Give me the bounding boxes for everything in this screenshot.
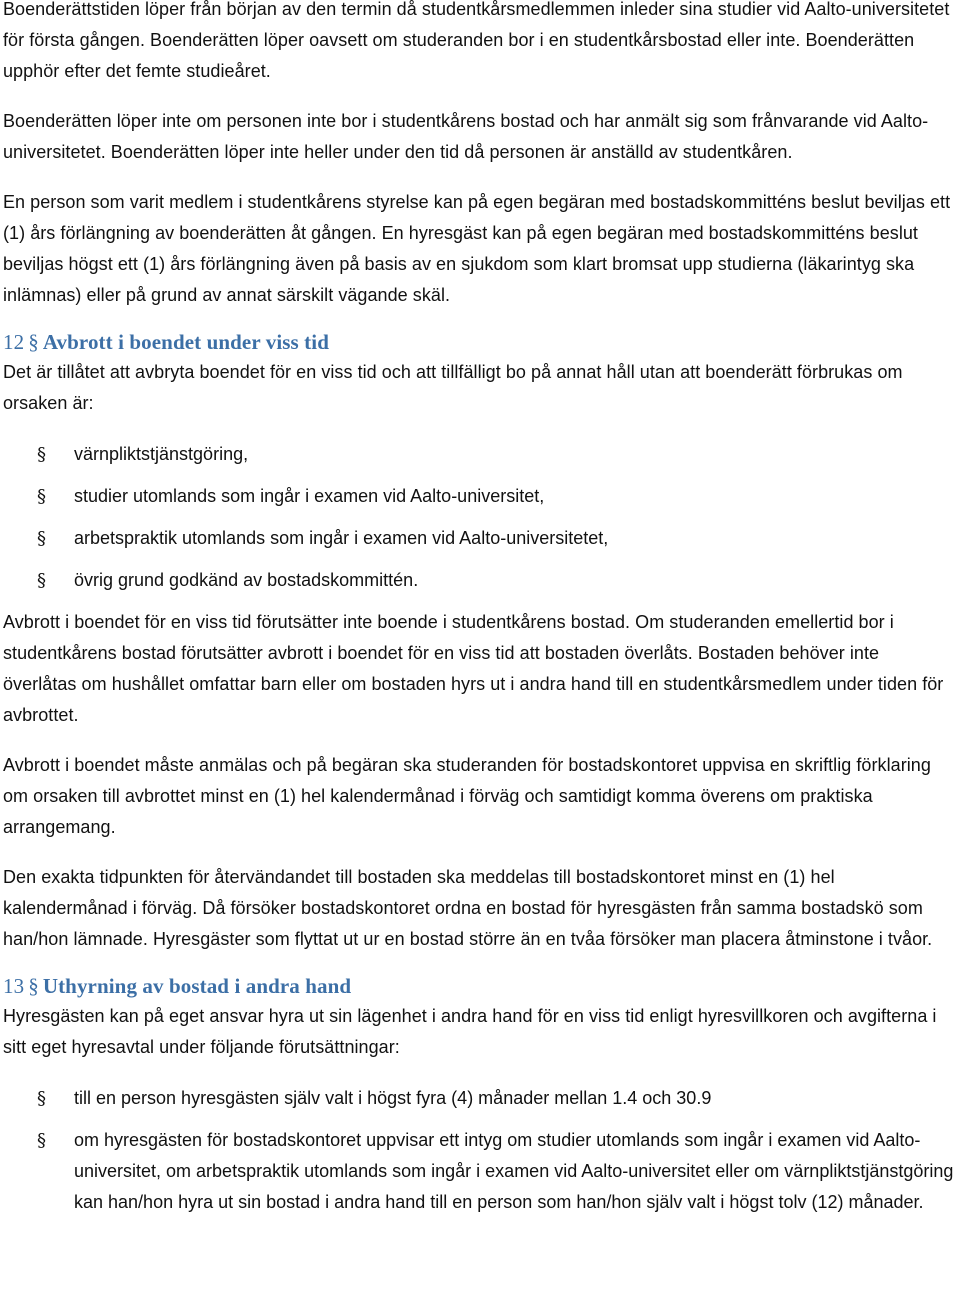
section-bullet-icon: § xyxy=(37,1130,46,1151)
list-item xyxy=(3,523,955,554)
section-12-title: Avbrott i boendet under viss tid xyxy=(42,330,329,354)
section-12-lead: Det är tillåtet att avbryta boendet för en viss tid och att tillfälligt bo på annat håll utan att boenderätt förbrukas om orsaken är: xyxy=(3,362,903,413)
section-bullet-icon: § xyxy=(37,486,46,507)
section-13-heading xyxy=(3,971,955,1001)
intro-paragraph-2: Boenderätten löper inte om personen inte bor i studentkårens bostad och har anmält sig som frånvarande vid Aalto-universitetet. Boenderätten löper inte heller under den tid då personen är anställd av studentkåren. xyxy=(3,111,929,162)
list-item xyxy=(3,481,955,512)
section-12-heading xyxy=(3,327,955,357)
list-item xyxy=(3,565,955,596)
list-item xyxy=(3,1083,955,1114)
section-12-paragraph-3: Den exakta tidpunkten för återvändandet till bostaden ska meddelas till bostadskontoret minst en (1) hel kalendermånad i förväg. Då försöker bostadskontoret ordna en bostad för hyresgästen från samma bostadskö som han/hon lämnade. Hyresgäster som flyttat ut ur en bostad större än en tvåa försöker man placera åtminstone i tvåor. xyxy=(3,867,933,949)
section-12-paragraph-1: Avbrott i boendet för en viss tid förutsätter inte boende i studentkårens bostad. Om studeranden emellertid bor i studentkårens bostad förutsätter avbrott i boendet för en viss tid att bostaden överlåts. Bostaden behöver inte överlåtas om hushållet omfattar barn eller om bostaden hyrs ut i andra hand till en studentkårsmedlem under tiden för avbrottet. xyxy=(3,612,944,725)
list-item-text: studier utomlands som ingår i examen vid Aalto-universitet, xyxy=(74,486,545,506)
section-bullet-icon: § xyxy=(37,444,46,465)
section-13-title: Uthyrning av bostad i andra hand xyxy=(42,974,352,998)
section-13-lead: Hyresgästen kan på eget ansvar hyra ut sin lägenhet i andra hand för en viss tid enligt hyresvillkoren och avgifterna i sitt eget hyresavtal under följande förutsättningar: xyxy=(3,1006,937,1057)
list-item-text: värnpliktstjänstgöring, xyxy=(74,444,249,464)
section-12-paragraph-2: Avbrott i boendet måste anmälas och på begäran ska studeranden för bostadskontoret uppvisa en skriftlig förklaring om orsaken till avbrottet minst en (1) hel kalendermånad i förväg och samtidigt komma överens om praktiska arrangemang. xyxy=(3,755,931,837)
section-12-list xyxy=(3,439,955,596)
section-bullet-icon: § xyxy=(37,528,46,549)
list-item-text: om hyresgästen för bostadskontoret uppvisar ett intyg om studier utomlands som ingår i examen vid Aalto-universitet, om arbetspraktik utomlands som ingår i examen vid Aalto-universitet eller om värnpliktstjänstgöring kan han/hon hyra ut sin bostad i andra hand till en person som han/hon själv valt i högst tolv (12) månader. xyxy=(74,1130,954,1212)
list-item-text: till en person hyresgästen själv valt i högst fyra (4) månader mellan 1.4 och 30.9 xyxy=(74,1088,712,1108)
document-page xyxy=(3,0,955,1218)
section-13-symbol: § xyxy=(28,974,39,998)
list-item xyxy=(3,1125,955,1218)
section-bullet-icon: § xyxy=(37,570,46,591)
list-item-text: övrig grund godkänd av bostadskommittén. xyxy=(74,570,419,590)
list-item xyxy=(3,439,955,470)
intro-paragraph-1: Boenderättstiden löper från början av den termin då studentkårsmedlemmen inleder sina studier vid Aalto-universitetet för första gången. Boenderätten löper oavsett om studeranden bor i en studentkårsbostad eller inte. Boenderätten upphör efter det femte studieåret. xyxy=(3,0,950,81)
intro-paragraph-3: En person som varit medlem i studentkårens styrelse kan på egen begäran med bostadskommitténs beslut beviljas ett (1) års förlängning av boenderätten åt gången. En hyresgäst kan på egen begäran med bostadskommitténs beslut beviljas högst ett (1) års förlängning även på basis av en sjukdom som klart bromsat upp studierna (läkarintyg ska inlämnas) eller på grund av annat särskilt vägande skäl. xyxy=(3,192,951,305)
list-item-text: arbetspraktik utomlands som ingår i examen vid Aalto-universitetet, xyxy=(74,528,609,548)
section-12-number: 12 xyxy=(3,330,25,354)
section-12-symbol: § xyxy=(28,330,39,354)
section-13-number: 13 xyxy=(3,974,25,998)
section-bullet-icon: § xyxy=(37,1088,46,1109)
section-13-list xyxy=(3,1083,955,1218)
